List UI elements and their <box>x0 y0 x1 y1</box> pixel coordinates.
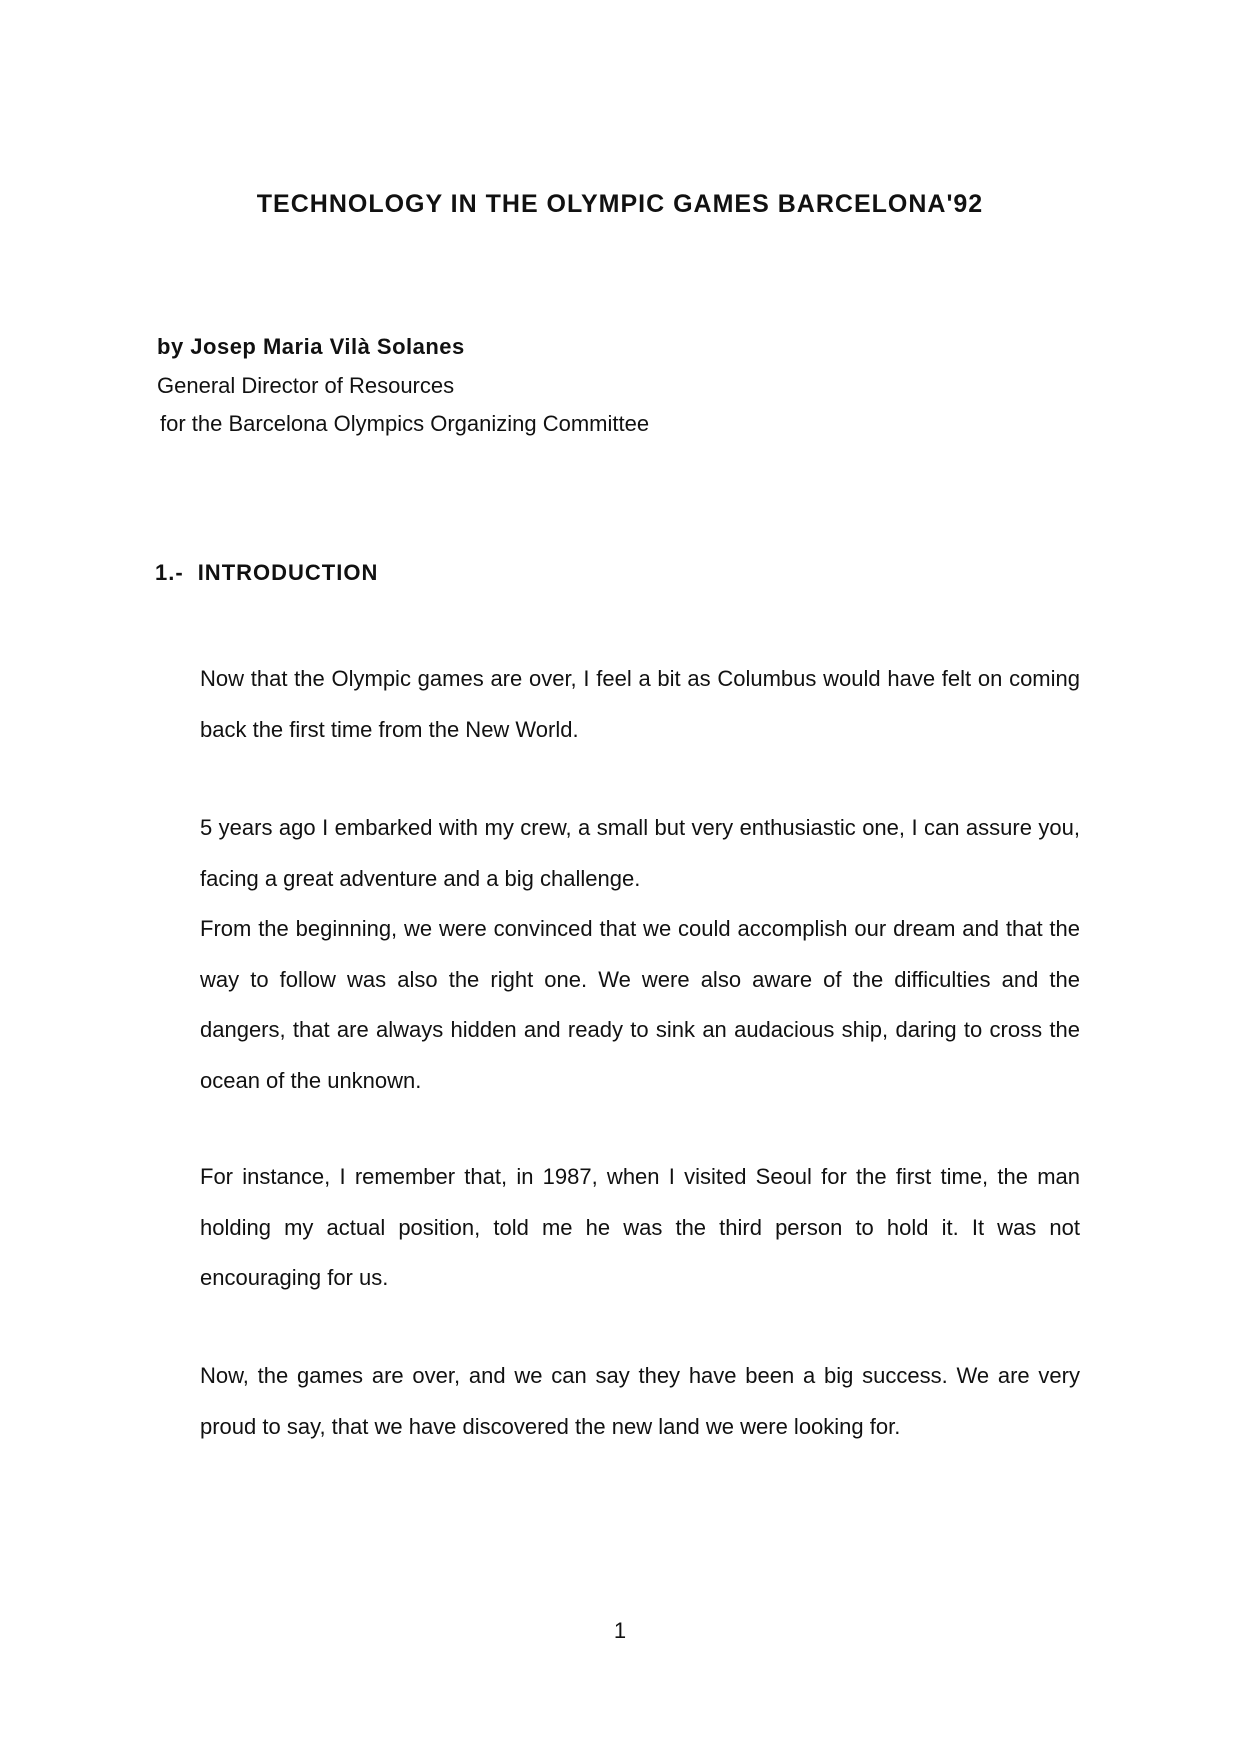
section-number: 1.- <box>155 560 184 585</box>
paragraph-5: Now, the games are over, and we can say they have been a big success. We are very proud to say, that we have discovered the new land we were looking for. <box>200 1363 1080 1439</box>
author-affiliation-line-2: for the Barcelona Olympics Organizing Committee <box>160 411 650 436</box>
author-affiliation-line-1: General Director of Resources <box>157 373 455 398</box>
author-byline: by Josep Maria Vilà Solanes <box>157 334 465 359</box>
paragraph-3: From the beginning, we were convinced that we could accomplish our dream and that the way to follow was also the right one. We were also aware of the difficulties and the dangers, that are always hidden and ready to sink an audacious ship, daring to cross the ocean of the unknown. <box>200 916 1080 1093</box>
section-heading <box>155 560 378 586</box>
paragraph-group-2 <box>200 803 1080 1106</box>
section-title: INTRODUCTION <box>197 560 379 585</box>
paragraph-2: 5 years ago I embarked with my crew, a small but very enthusiastic one, I can assure you, facing a great adventure and a big challenge. <box>200 815 1080 891</box>
document-title: TECHNOLOGY IN THE OLYMPIC GAMES BARCELONA'92 <box>256 190 984 218</box>
page-number: 1 <box>613 1618 627 1643</box>
paragraph-4: For instance, I remember that, in 1987, when I visited Seoul for the first time, the man holding my actual position, told me he was the third person to hold it. It was not encouraging for us. <box>200 1164 1080 1290</box>
paragraph-1: Now that the Olympic games are over, I feel a bit as Columbus would have felt on coming back the first time from the New World. <box>200 666 1080 742</box>
